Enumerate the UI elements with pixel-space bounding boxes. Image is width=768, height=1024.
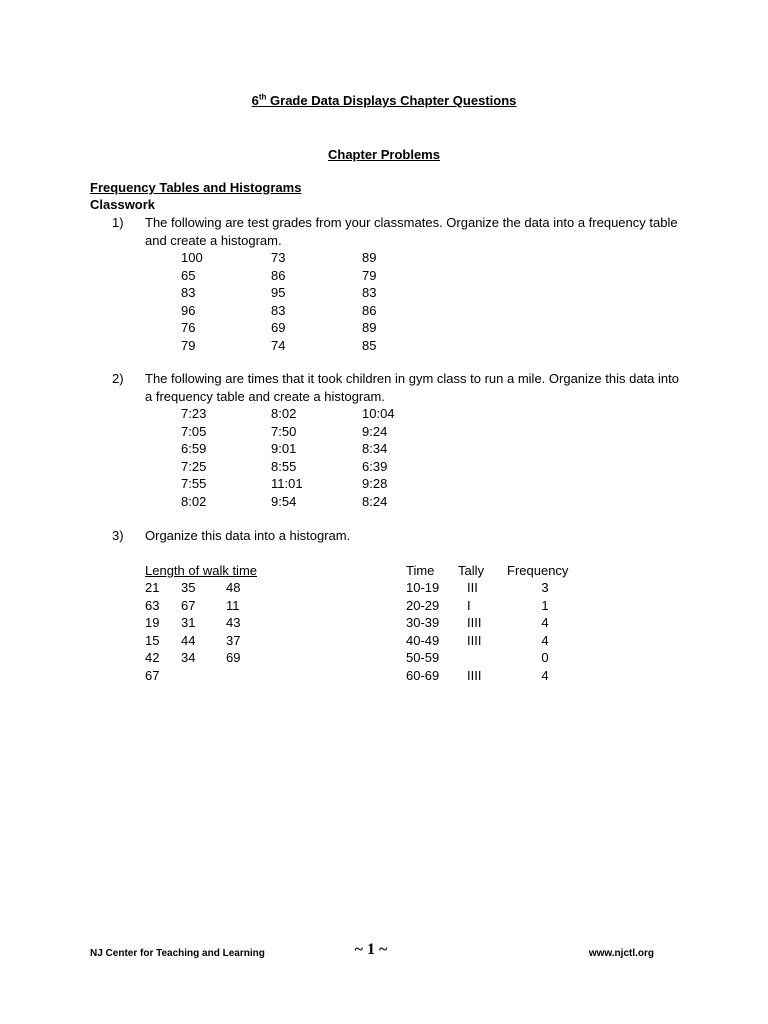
grid-cell: 0	[541, 650, 549, 666]
grid-cell: 4	[541, 668, 549, 683]
grid-cell: 42	[145, 650, 160, 666]
grid-cell: 9:54	[271, 494, 297, 509]
grid-cell: 9:24	[362, 423, 388, 439]
grid-cell: IIII	[467, 668, 482, 683]
grid-cell: 63	[145, 597, 160, 613]
grid-cell: 83	[181, 285, 196, 301]
grid-cell: 40-49	[406, 632, 440, 648]
problem-2-number: 2)	[112, 371, 124, 386]
page-title	[0, 93, 768, 109]
grid-cell: 8:55	[271, 458, 297, 474]
grid-cell: 21	[145, 580, 160, 595]
grid-cell: 69	[226, 650, 241, 666]
grid-cell: 11:01	[271, 476, 303, 492]
grid-cell: 74	[271, 338, 286, 353]
grid-cell: 10-19	[406, 580, 440, 595]
grid-cell: 8:02	[181, 494, 207, 509]
grid-cell: IIII	[467, 632, 482, 648]
grid-cell: 60-69	[406, 668, 440, 683]
grid-cell: 8:24	[362, 494, 388, 509]
grid-cell: 73	[271, 250, 286, 265]
grid-cell: 95	[271, 285, 286, 301]
grid-cell: 9:01	[271, 441, 297, 457]
grid-cell: 86	[271, 267, 286, 283]
grid-cell: 7:55	[181, 476, 207, 492]
grid-cell: 83	[271, 302, 286, 318]
grid-cell: 7:25	[181, 458, 207, 474]
grid-cell: 6:59	[181, 441, 207, 457]
problem-1-text-line1: The following are test grades from your classmates. Organize the data into a frequency table	[145, 215, 678, 230]
grid-cell: 7:23	[181, 406, 207, 421]
grid-cell: 48	[226, 580, 241, 595]
page-subtitle: Chapter Problems	[328, 147, 440, 162]
grid-cell: 8:02	[271, 406, 297, 421]
grid-cell: 35	[181, 580, 196, 595]
grid-cell: 7:05	[181, 423, 207, 439]
grid-cell: 20-29	[406, 597, 440, 613]
grid-cell: 43	[226, 615, 241, 631]
title-rest: Grade Data Displays Chapter Questions	[266, 93, 517, 108]
grid-cell: 34	[181, 650, 196, 666]
title-prefix: 6	[251, 93, 259, 108]
grid-cell: 69	[271, 320, 286, 336]
grid-cell: 96	[181, 302, 196, 318]
section-subheading: Classwork	[90, 197, 156, 212]
freq-header-time: Time	[406, 563, 435, 578]
grid-cell: 4	[541, 632, 549, 648]
grid-cell: 15	[145, 632, 160, 648]
grid-cell: 7:50	[271, 423, 297, 439]
grid-cell: 9:28	[362, 476, 388, 492]
footer-right: www.njctl.org	[588, 948, 654, 959]
problem-3-text-line1: Organize this data into a histogram.	[145, 528, 351, 543]
grid-cell: 85	[362, 338, 377, 353]
grid-cell: I	[467, 597, 471, 613]
grid-cell: 67	[181, 597, 196, 613]
grid-cell: 4	[541, 615, 549, 631]
grid-cell: 79	[181, 338, 196, 353]
title-superscript: th	[258, 92, 267, 102]
section-heading: Frequency Tables and Histograms	[90, 180, 302, 195]
footer-left: NJ Center for Teaching and Learning	[90, 948, 265, 959]
problem-3-number: 3)	[112, 528, 124, 543]
grid-cell: 6:39	[362, 458, 388, 474]
grid-cell: 8:34	[362, 441, 388, 457]
grid-cell: 67	[145, 668, 160, 683]
grid-cell: 50-59	[406, 650, 440, 666]
freq-header-frequency: Frequency	[507, 563, 569, 578]
grid-cell: 44	[181, 632, 196, 648]
grid-cell: 76	[181, 320, 196, 336]
grid-cell: 65	[181, 267, 196, 283]
grid-cell: 10:04	[362, 406, 395, 421]
grid-cell: 89	[362, 250, 377, 265]
grid-cell: 31	[181, 615, 196, 631]
grid-cell: 1	[541, 597, 549, 613]
grid-cell: III	[467, 580, 478, 595]
grid-cell: IIII	[467, 615, 482, 631]
grid-cell: 19	[145, 615, 160, 631]
grid-cell: 79	[362, 267, 377, 283]
grid-cell: 100	[181, 250, 203, 265]
problem-2-text-line2: a frequency table and create a histogram.	[145, 389, 385, 404]
problem-1-number: 1)	[112, 215, 124, 230]
grid-cell: 11	[226, 597, 240, 613]
walk-time-header: Length of walk time	[145, 563, 258, 578]
grid-cell: 86	[362, 302, 377, 318]
page-number: ~ 1 ~	[354, 941, 388, 958]
grid-cell: 89	[362, 320, 377, 336]
grid-cell: 83	[362, 285, 377, 301]
problem-2-text-line1: The following are times that it took children in gym class to run a mile. Organize this data into	[145, 371, 679, 386]
grid-cell: 3	[541, 580, 549, 595]
problem-1-text-line2: and create a histogram.	[145, 233, 282, 248]
grid-cell: 37	[226, 632, 241, 648]
freq-header-tally: Tally	[458, 563, 485, 578]
grid-cell: 30-39	[406, 615, 440, 631]
